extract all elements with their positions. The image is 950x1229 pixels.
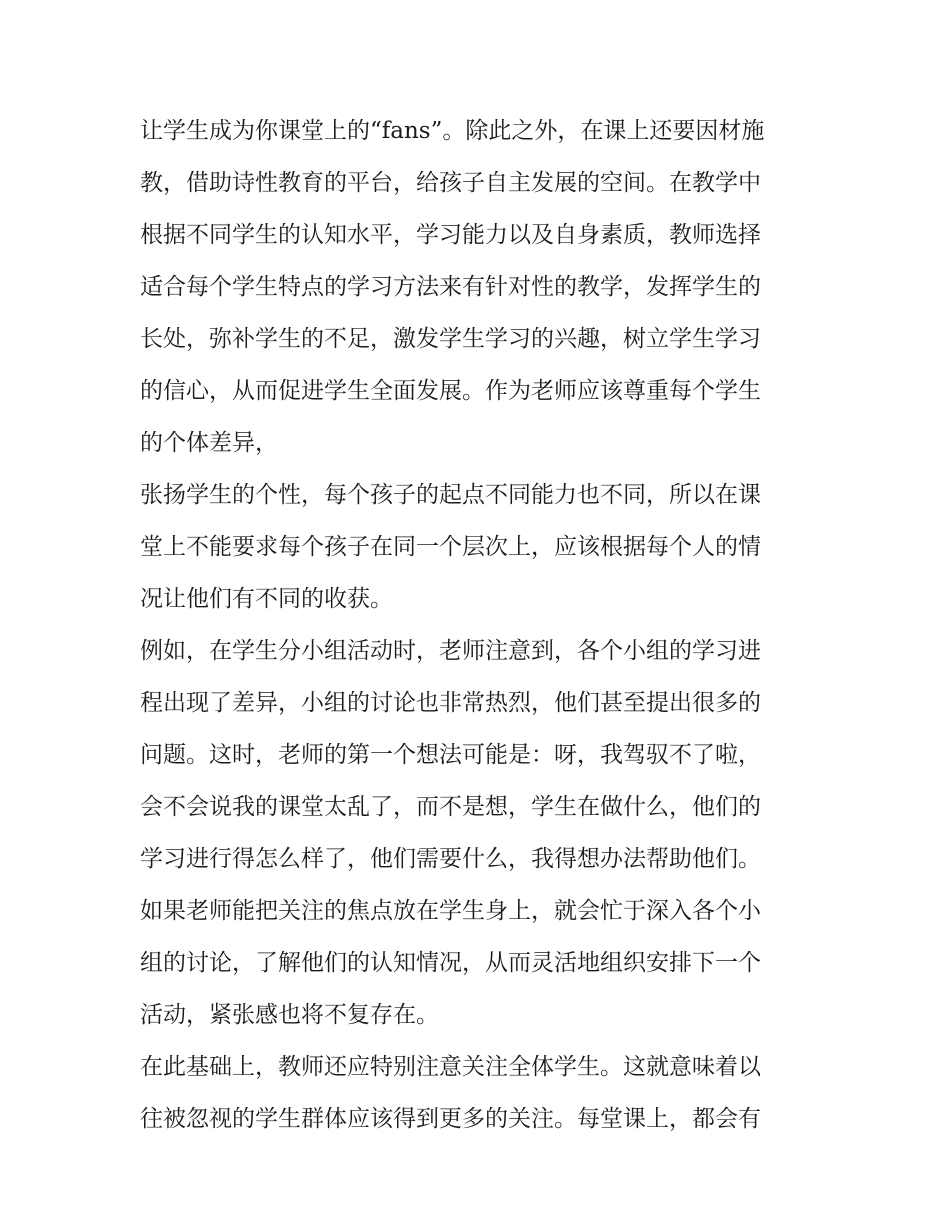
text-line: 活动，紧张感也将不复存在。 <box>140 1002 439 1028</box>
text-line: 例如，在学生分小组活动时，老师注意到，各个小组的学习进 <box>140 638 761 664</box>
text-line: 适合每个学生特点的学习方法来有针对性的教学，发挥学生的 <box>140 274 761 300</box>
text-line: 况让他们有不同的收获。 <box>140 586 393 612</box>
text-line: 会不会说我的课堂太乱了，而不是想，学生在做什么，他们的 <box>140 794 761 820</box>
text-line: 堂上不能要求每个孩子在同一个层次上，应该根据每个人的情 <box>140 534 761 560</box>
text-line: 问题。这时，老师的第一个想法可能是：呀，我驾驭不了啦， <box>140 742 761 768</box>
text-line: 在此基础上，教师还应特别注意关注全体学生。这就意味着以 <box>140 1054 761 1080</box>
text-line: 张扬学生的个性，每个孩子的起点不同能力也不同，所以在课 <box>140 482 761 508</box>
text-line: 让学生成为你课堂上的“fans”。除此之外，在课上还要因材施 <box>140 118 765 144</box>
text-line: 根据不同学生的认知水平，学习能力以及自身素质，教师选择 <box>140 222 761 248</box>
body-text <box>140 108 820 1148</box>
text-line: 教，借助诗性教育的平台，给孩子自主发展的空间。在教学中 <box>140 170 761 196</box>
text-line: 的个体差异， <box>140 430 278 456</box>
text-line: 往被忽视的学生群体应该得到更多的关注。每堂课上，都会有 <box>140 1106 761 1132</box>
text-line: 组的讨论，了解他们的认知情况，从而灵活地组织安排下一个 <box>140 950 761 976</box>
text-line: 的信心，从而促进学生全面发展。作为老师应该尊重每个学生 <box>140 378 761 404</box>
text-line: 如果老师能把关注的焦点放在学生身上，就会忙于深入各个小 <box>140 898 761 924</box>
text-line: 程出现了差异，小组的讨论也非常热烈，他们甚至提出很多的 <box>140 690 761 716</box>
text-line: 长处，弥补学生的不足，激发学生学习的兴趣，树立学生学习 <box>140 326 761 352</box>
text-line: 学习进行得怎么样了，他们需要什么，我得想办法帮助他们。 <box>140 846 761 872</box>
